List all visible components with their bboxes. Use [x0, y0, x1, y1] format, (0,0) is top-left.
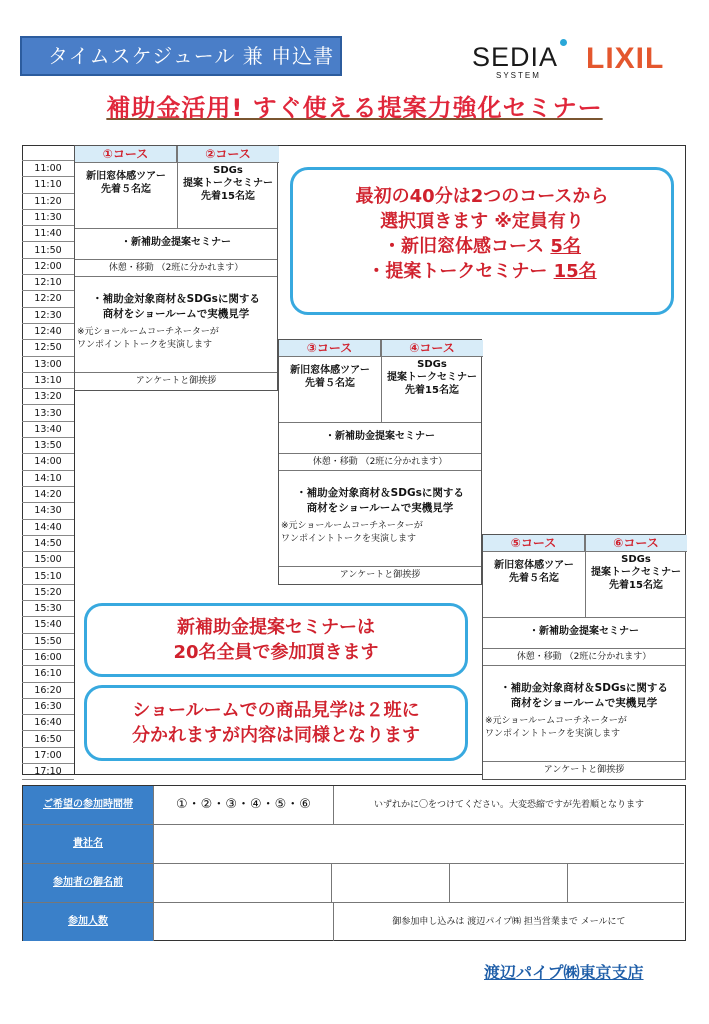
time-slot: 15:30: [22, 601, 74, 617]
form-row-names: [23, 864, 684, 903]
participant-name-field[interactable]: [567, 864, 684, 902]
row-divider: [279, 470, 481, 471]
row-divider: [483, 648, 685, 649]
time-slot: 13:10: [22, 373, 74, 389]
note-line: 最初の40分は2つのコースから: [355, 186, 609, 207]
company-field[interactable]: [153, 825, 684, 863]
course-a-header: ①コース: [75, 146, 177, 163]
time-slot: 11:00: [22, 161, 74, 177]
row-divider: [75, 276, 277, 277]
form-row-count: [23, 903, 684, 942]
tour-text: ・補助金対象商材＆SDGsに関する 商材をショールームで実機見学: [500, 682, 668, 709]
break-text: 休憩・移動 （2班に分かれます）: [312, 457, 448, 467]
time-slot: 11:10: [22, 177, 74, 193]
session-block-2: [278, 339, 482, 585]
seminar-text: ・新補助金提案セミナー: [325, 431, 435, 442]
note-line: 新補助金提案セミナーは: [177, 617, 375, 638]
time-slot: 15:20: [22, 585, 74, 601]
document-header-label: タイムスケジュール 兼 申込書: [20, 36, 342, 76]
form-row-time: [23, 786, 684, 825]
time-slot: 11:30: [22, 210, 74, 226]
time-slot: 12:20: [22, 291, 74, 307]
company-label: 貴社名: [23, 825, 153, 863]
course-b-header: ④コース: [381, 340, 483, 357]
row-divider: [483, 761, 685, 762]
time-slot: 16:10: [22, 666, 74, 682]
note-line: 分かれますが内容は同様となります: [132, 725, 420, 746]
participant-names-label: 参加者の御名前: [23, 864, 153, 902]
course-divider: [177, 146, 178, 228]
time-slot: 14:40: [22, 520, 74, 536]
seminar-text: ・新補助金提案セミナー: [529, 626, 639, 637]
row-divider: [483, 665, 685, 666]
course-a-text: 新旧窓体感ツアー 先着５名迄: [494, 560, 574, 584]
row-divider: [279, 453, 481, 454]
closing-text: アンケートと御挨拶: [543, 765, 625, 775]
note-line: 選択頂きます ※定員有り: [380, 211, 584, 232]
tour-note: ※元ショールームコーチネーターが ワンポイントトークを実演します: [485, 716, 627, 739]
sedia-logo-dot: [560, 39, 567, 46]
time-slot-note: いずれかに〇をつけてください。大変恐縮ですが先着順となります: [333, 786, 684, 824]
time-slot: 13:30: [22, 406, 74, 422]
time-slot: 11:50: [22, 243, 74, 259]
course-a-text: 新旧窓体感ツアー 先着５名迄: [86, 171, 166, 195]
sedia-logo-word: SEDIA: [472, 42, 559, 72]
course-b-header: ⑥コース: [585, 535, 687, 552]
course-a-header: ③コース: [279, 340, 381, 357]
note-line: [293, 234, 671, 259]
participant-name-field[interactable]: [449, 864, 567, 902]
row-divider: [75, 372, 277, 373]
page-title: 補助金活用! すぐ使える提案力強化セミナー: [106, 94, 603, 122]
time-slot: 14:30: [22, 503, 74, 519]
time-slot: 16:30: [22, 699, 74, 715]
note-line: [293, 259, 671, 284]
time-slot-options[interactable]: ①・②・③・④・⑤・⑥: [153, 786, 333, 824]
time-slot: 16:40: [22, 715, 74, 731]
form-row-company: [23, 825, 684, 864]
time-slot: 14:50: [22, 536, 74, 552]
time-slot: 13:40: [22, 422, 74, 438]
time-slot: 15:00: [22, 552, 74, 568]
course-b-text: SDGs 提案トークセミナー 先着15名迄: [591, 554, 681, 591]
participant-count-label: 参加人数: [23, 903, 153, 941]
tour-note: ※元ショールームコーチネーターが ワンポイントトークを実演します: [77, 327, 219, 350]
row-divider: [75, 259, 277, 260]
time-slot: 12:40: [22, 324, 74, 340]
tour-text: ・補助金対象商材＆SDGsに関する 商材をショールームで実機見学: [296, 487, 464, 514]
session-block-1: [74, 145, 278, 391]
time-slot: 15:50: [22, 634, 74, 650]
time-slot-label: ご希望の参加時間帯: [23, 786, 153, 824]
course-b-text: SDGs 提案トークセミナー 先着15名迄: [387, 359, 477, 396]
sedia-logo-sub: SYSTEM: [496, 71, 541, 80]
course-divider: [381, 340, 382, 422]
tour-note: ※元ショールームコーチネーターが ワンポイントトークを実演します: [281, 521, 423, 544]
course-selection-note: [290, 167, 674, 315]
note-text: ・提案トークセミナー: [367, 261, 554, 282]
seminar-text: ・新補助金提案セミナー: [121, 237, 231, 248]
time-slot: 15:40: [22, 617, 74, 633]
application-form: [22, 785, 686, 941]
row-divider: [279, 566, 481, 567]
row-divider: [279, 422, 481, 423]
participant-name-field[interactable]: [153, 864, 331, 902]
note-value: 5名: [550, 236, 581, 257]
time-slot: 12:00: [22, 259, 74, 275]
session-block-3: [482, 534, 686, 780]
time-slot: 11:40: [22, 226, 74, 242]
application-contact-note: 御参加申し込みは 渡辺パイプ㈱ 担当営業まで メールにて: [333, 903, 684, 941]
course-a-header: ⑤コース: [483, 535, 585, 552]
time-slot: 13:50: [22, 438, 74, 454]
closing-text: アンケートと御挨拶: [135, 376, 217, 386]
lixil-logo: LIXIL: [586, 42, 665, 75]
time-slot: 12:10: [22, 275, 74, 291]
sedia-logo: [472, 44, 568, 84]
seminar-all-note: [84, 603, 468, 677]
break-text: 休憩・移動 （2班に分かれます）: [516, 652, 652, 662]
row-divider: [75, 228, 277, 229]
note-text: ・新旧窓体感コース: [383, 236, 551, 257]
course-b-header: ②コース: [177, 146, 279, 163]
time-slot: 12:50: [22, 340, 74, 356]
time-slot: 16:50: [22, 732, 74, 748]
note-value: 15名: [553, 261, 597, 282]
note-line: 20名全員で参加頂きます: [173, 642, 379, 663]
showroom-note: [84, 685, 468, 761]
time-slot: 12:30: [22, 308, 74, 324]
course-a-text: 新旧窓体感ツアー 先着５名迄: [290, 365, 370, 389]
time-header-cell: [22, 145, 74, 161]
participant-count-field[interactable]: [153, 903, 333, 941]
note-line: ショールームでの商品見学は２班に: [132, 700, 420, 721]
time-slot: 17:10: [22, 764, 74, 780]
participant-name-field[interactable]: [331, 864, 449, 902]
footer-branch-name: 渡辺パイプ㈱東京支店: [484, 963, 644, 982]
break-text: 休憩・移動 （2班に分かれます）: [108, 263, 244, 273]
time-slot: 11:20: [22, 194, 74, 210]
time-slot: 13:20: [22, 389, 74, 405]
time-slot: 14:10: [22, 471, 74, 487]
tour-text: ・補助金対象商材＆SDGsに関する 商材をショールームで実機見学: [92, 293, 260, 320]
time-slot: 13:00: [22, 357, 74, 373]
closing-text: アンケートと御挨拶: [339, 570, 421, 580]
row-divider: [483, 617, 685, 618]
course-b-text: SDGs 提案トークセミナー 先着15名迄: [183, 165, 273, 202]
time-slot: 15:10: [22, 569, 74, 585]
time-slot: 17:00: [22, 748, 74, 764]
time-slot: 14:20: [22, 487, 74, 503]
time-slot: 16:20: [22, 683, 74, 699]
course-divider: [585, 535, 586, 617]
time-slot: 14:00: [22, 454, 74, 470]
time-slot: 16:00: [22, 650, 74, 666]
